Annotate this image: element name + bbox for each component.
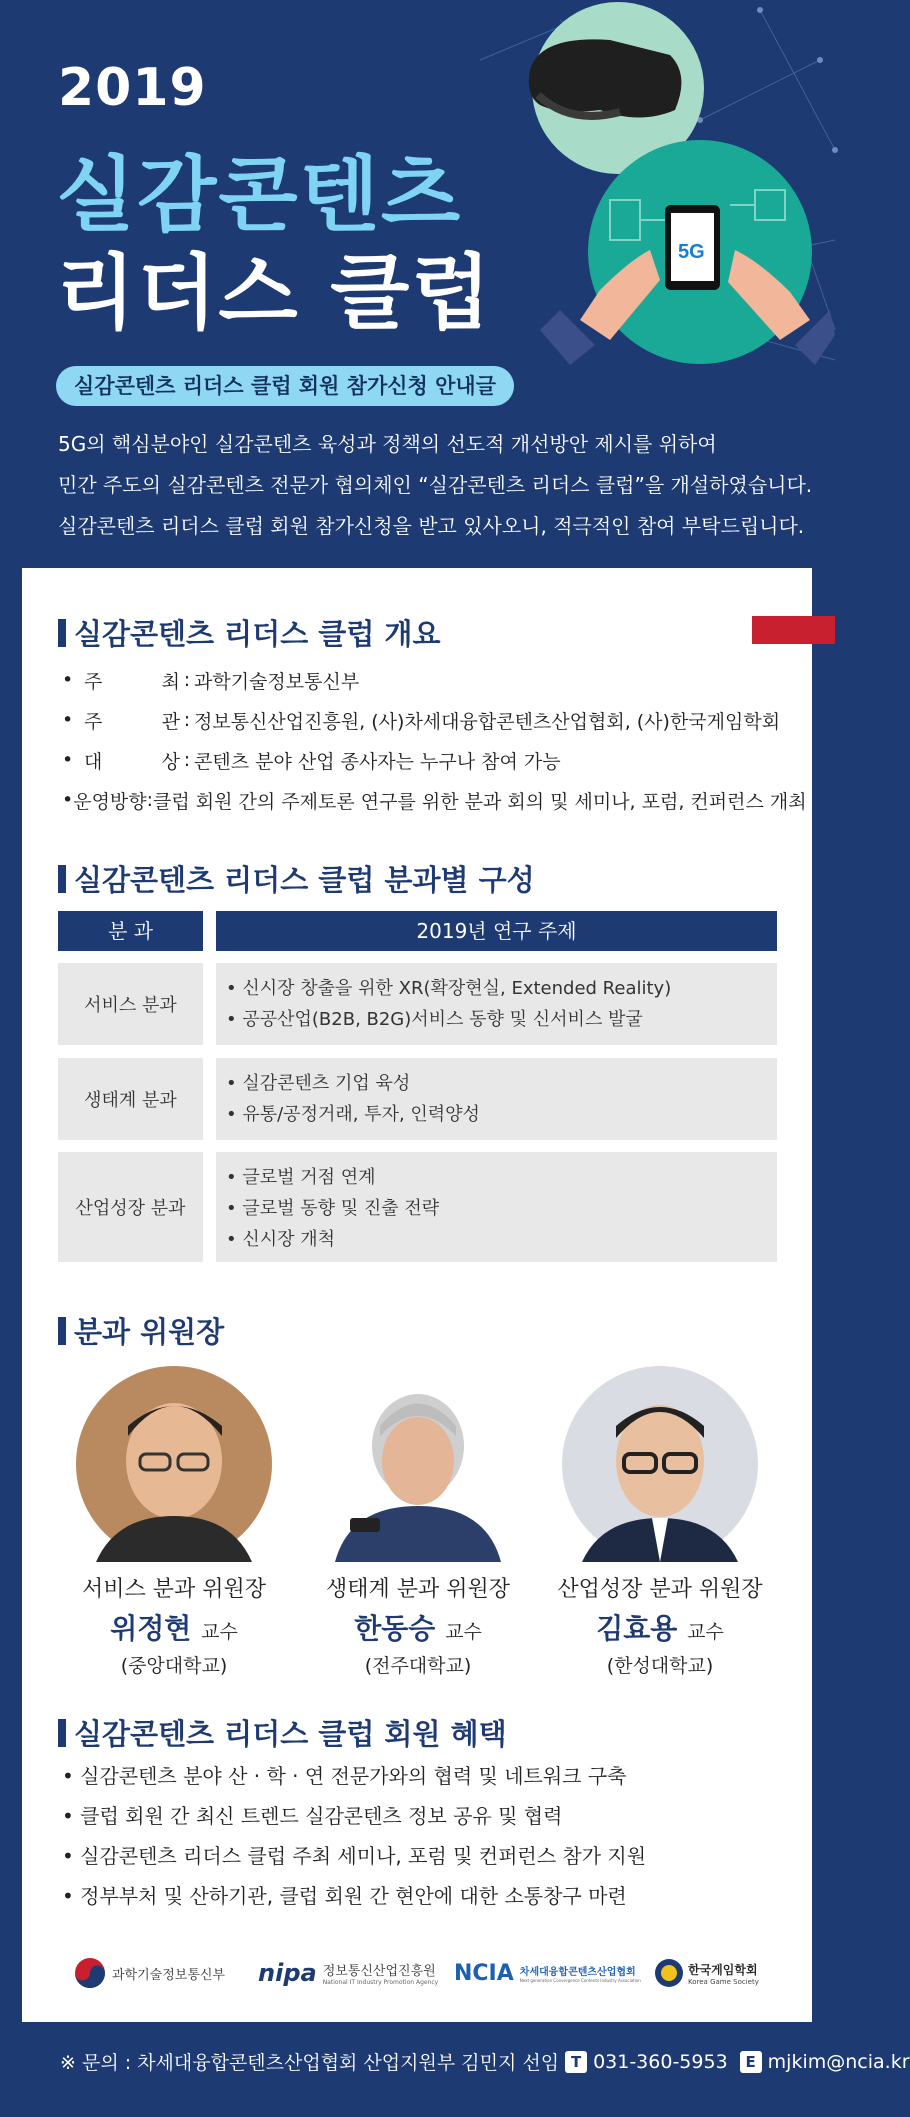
- kgs-logo: 한국게임학회 Korea Game Society: [654, 1953, 759, 1993]
- vr-5g-illustration: [500, 0, 835, 380]
- ncia-logo: NCIA 차세대융합콘텐츠산업협회 Next generation Convergence Contents Industry Association: [454, 1960, 641, 1986]
- benefits-title: 실감콘텐츠 리더스 클럽 회원 혜택: [58, 1712, 507, 1753]
- chair-card: [530, 1572, 790, 1678]
- svg-text:5G: 5G: [678, 241, 705, 263]
- msit-logo: 과학기술정보통신부: [74, 1953, 225, 1993]
- table-cell-topics: [216, 963, 777, 1045]
- section-bar: [58, 1317, 66, 1345]
- table-cell-division: 산업성장 분과: [58, 1152, 203, 1262]
- list-item: • 실감콘텐츠 리더스 클럽 주최 세미나, 포럼 및 컨퍼런스 참가 지원: [62, 1844, 647, 1868]
- chair-card: [44, 1572, 304, 1678]
- section-bar: [58, 1719, 66, 1747]
- chair-role: 생태계 분과 위원장: [325, 1577, 510, 1602]
- overview-row: • 운영방향 : 클럽 회원 간의 주제토론 연구를 위한 분과 회의 및 세미나, 포럼, 컨퍼런스 개최: [62, 789, 807, 813]
- table-cell-division: 서비스 분과: [58, 963, 203, 1045]
- taegeuk-icon: [74, 1957, 106, 1989]
- contact-text: ※ 문의 : 차세대융합콘텐츠산업협회 산업지원부 김민지 선임: [60, 2052, 560, 2074]
- chair-role: 산업성장 분과 위원장: [557, 1577, 763, 1602]
- chair-affiliation: (한성대학교): [606, 1655, 714, 1677]
- list-item: • 공공산업(B2B, B2G)서비스 동향 및 신서비스 발굴: [226, 1009, 643, 1030]
- intro-line: 민간 주도의 실감콘텐츠 전문가 협의체인 “실감콘텐츠 리더스 클럽”을 개설하였습니다.: [58, 473, 813, 497]
- list-item: • 실감콘텐츠 분야 산 · 학 · 연 전문가와의 협력 및 네트워크 구축: [62, 1764, 627, 1788]
- table-cell-topics: [216, 1152, 777, 1262]
- subtitle-pill: 실감콘텐츠 리더스 클럽 회원 참가신청 안내글: [56, 366, 514, 406]
- overview-title: 실감콘텐츠 리더스 클럽 개요: [58, 612, 440, 653]
- intro-line: 실감콘텐츠 리더스 클럽 회원 참가신청을 받고 있사오니, 적극적인 참여 부탁드립니다.: [58, 514, 805, 538]
- title-line-2: 리더스 클럽: [56, 246, 493, 341]
- table-header-division: 분 과: [58, 911, 203, 951]
- email-icon: E: [740, 2051, 762, 2073]
- chair-affiliation: (전주대학교): [364, 1655, 472, 1677]
- chair-name: 김효용 교수: [596, 1612, 724, 1645]
- structure-title: 실감콘텐츠 리더스 클럽 분과별 구성: [58, 858, 535, 899]
- list-item: • 클럽 회원 간 최신 트렌드 실감콘텐츠 정보 공유 및 협력: [62, 1804, 563, 1828]
- year: 2019: [58, 58, 207, 118]
- chair-affiliation: (중앙대학교): [120, 1655, 228, 1677]
- list-item: • 신시장 개척: [226, 1229, 336, 1250]
- chair-photo-han: [320, 1366, 516, 1562]
- chair-name: 위정현 교수: [110, 1612, 238, 1645]
- list-item: • 실감콘텐츠 기업 육성: [226, 1073, 411, 1094]
- section-bar: [58, 865, 66, 893]
- phone-icon: T: [565, 2051, 587, 2073]
- list-item: • 글로벌 거점 연계: [226, 1167, 376, 1188]
- table-cell-topics: [216, 1058, 777, 1140]
- chair-name: 한동승 교수: [354, 1612, 482, 1645]
- list-item: • 신시장 창출을 위한 XR(확장현실, Extended Reality): [226, 978, 672, 999]
- overview-row: • 주 관 : 정보통신산업진흥원, (사)차세대융합콘텐츠산업협회, (사)한국게임학회: [62, 709, 781, 733]
- intro-text: [58, 424, 818, 547]
- phone-number[interactable]: 031-360-5953: [593, 2050, 728, 2073]
- overview-row: • 주 최 : 과학기술정보통신부: [62, 669, 360, 693]
- overview-list: [62, 660, 807, 820]
- chair-photo-kim: [562, 1366, 758, 1562]
- section-bar: [58, 619, 66, 647]
- nipa-logo: nipa 정보통신산업진흥원 National IT Industry Promotion Agency: [258, 1959, 439, 1987]
- email-link[interactable]: mjkim@ncia.kr: [767, 2050, 910, 2073]
- chairs-title: 분과 위원장: [58, 1310, 224, 1351]
- red-accent-tab: [752, 616, 835, 644]
- list-item: • 정부부처 및 산하기관, 클럽 회원 간 현안에 대한 소통창구 마련: [62, 1884, 627, 1908]
- table-cell-division: 생태계 분과: [58, 1058, 203, 1140]
- table-header-topic: 2019년 연구 주제: [216, 911, 777, 951]
- intro-line: 5G의 핵심분야인 실감콘텐츠 육성과 정책의 선도적 개선방안 제시를 위하여: [58, 432, 717, 456]
- overview-row: • 대 상 : 콘텐츠 분야 산업 종사자는 누구나 참여 가능: [62, 749, 561, 773]
- contact-footer: [60, 2048, 910, 2075]
- benefits-list: [62, 1756, 792, 1916]
- kgs-emblem-icon: [654, 1958, 684, 1988]
- header: [0, 0, 835, 568]
- title-line-1: 실감콘텐츠: [56, 148, 463, 243]
- chair-role: 서비스 분과 위원장: [81, 1577, 266, 1602]
- chair-card: [288, 1572, 548, 1678]
- list-item: • 글로벌 동향 및 진출 전략: [226, 1198, 440, 1219]
- chair-photo-wi: [76, 1366, 272, 1562]
- list-item: • 유통/공정거래, 투자, 인력양성: [226, 1104, 480, 1125]
